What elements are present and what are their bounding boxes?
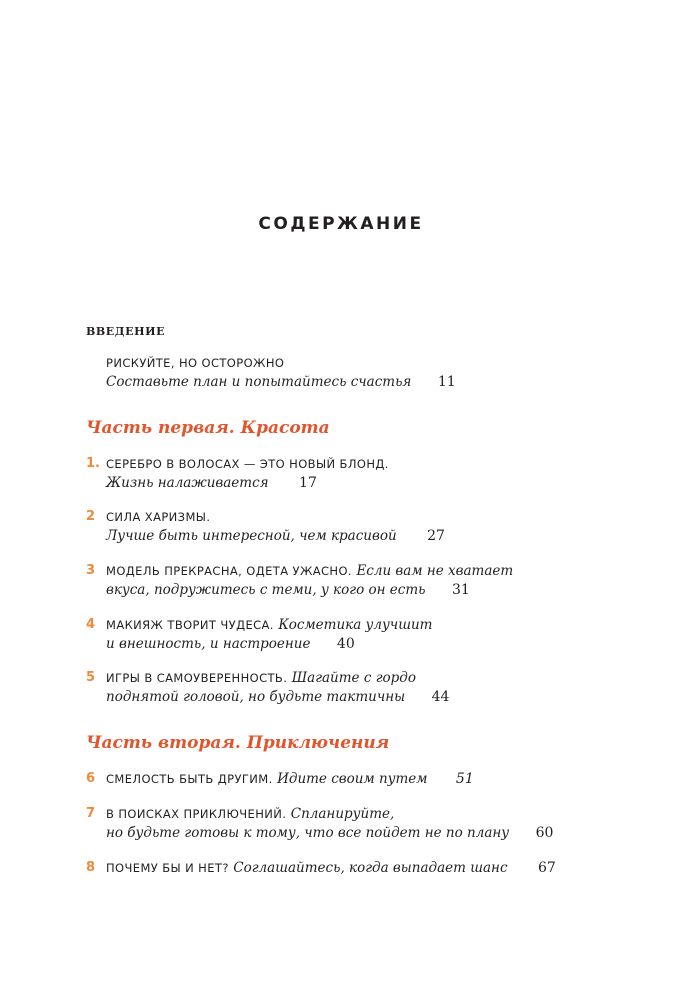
entry-caps: СМЕЛОСТЬ БЫТЬ ДРУГИМ.: [106, 772, 273, 786]
entry-number: 3: [86, 563, 96, 578]
page-number: 31: [451, 582, 470, 598]
entry-number: 8: [86, 860, 96, 875]
page-number: 11: [437, 374, 456, 390]
page-number: 60: [535, 825, 554, 841]
part-1-title: Часть первая. Красота: [86, 418, 330, 438]
entry-subtitle-cont: поднятой головой, но будьте тактичны: [106, 689, 406, 705]
intro-label: ВВЕДЕНИЕ: [86, 325, 166, 338]
entry-subtitle: Косметика улучшит: [278, 617, 433, 633]
entry-subtitle: Жизнь налаживается: [106, 475, 269, 491]
entry-caps: РИСКУЙТЕ, НО ОСТОРОЖНО: [106, 356, 285, 370]
entry-number: 4: [86, 617, 96, 632]
entry-subtitle-cont: вкуса, подружитесь с теми, у кого он есть: [106, 582, 426, 598]
entry-number: 2: [86, 509, 96, 524]
entry-subtitle: Составьте план и попытайтесь счастья: [106, 374, 412, 390]
entry-subtitle-cont: но будьте готовы к тому, что все пойдет не по плану: [106, 825, 510, 841]
entry-number: 7: [86, 806, 96, 821]
page-number: 27: [427, 528, 445, 544]
page-number: 44: [431, 689, 450, 705]
entry-caps: ПОЧЕМУ БЫ И НЕТ?: [106, 861, 229, 875]
entry-number: 1.: [86, 456, 100, 471]
page-number: 51: [455, 771, 474, 787]
page-title: СОДЕРЖАНИЕ: [258, 214, 424, 234]
entry-subtitle: Идите своим путем: [277, 771, 428, 787]
entry-subtitle: Соглашайтесь, когда выпадает шанс: [233, 860, 508, 876]
entry-caps: МОДЕЛЬ ПРЕКРАСНА, ОДЕТА УЖАСНО.: [106, 564, 352, 578]
page-number: 17: [299, 475, 317, 491]
entry-number: 6: [86, 771, 96, 786]
entry-caps: МАКИЯЖ ТВОРИТ ЧУДЕСА.: [106, 618, 274, 632]
entry-caps: В ПОИСКАХ ПРИКЛЮЧЕНИЙ.: [106, 807, 287, 821]
entry-caps: ИГРЫ В САМОУВЕРЕННОСТЬ.: [106, 671, 288, 685]
entry-caps: СИЛА ХАРИЗМЫ.: [106, 510, 211, 524]
entry-subtitle: Спланируйте,: [290, 806, 395, 822]
entry-subtitle: Лучше быть интересной, чем красивой: [106, 528, 397, 544]
entry-subtitle: Шагайте с гордо: [291, 670, 416, 686]
entry-subtitle: Если вам не хватает: [356, 563, 514, 579]
page-number: 40: [336, 636, 355, 652]
entry-number: 5: [86, 670, 96, 685]
entry-subtitle-cont: и внешность, и настроение: [106, 636, 311, 652]
part-2-title: Часть вторая. Приключения: [86, 733, 390, 753]
page-number: 67: [537, 860, 556, 876]
entry-caps: СЕРЕБРО В ВОЛОСАХ — ЭТО НОВЫЙ БЛОНД.: [106, 457, 389, 471]
